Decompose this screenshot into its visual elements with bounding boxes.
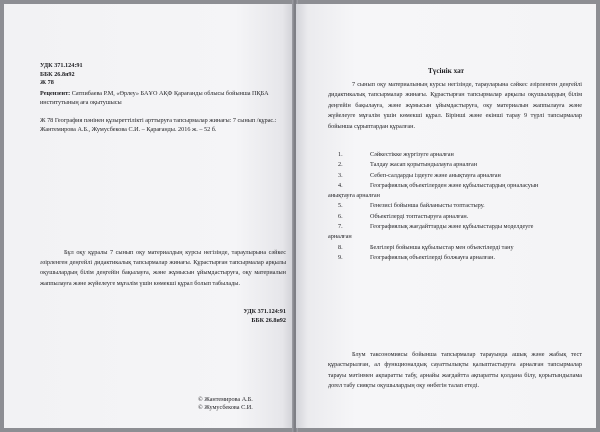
copyright-line: © Жантемирова А.Б. [198,396,253,403]
list-item-continuation [328,232,582,242]
item-text: Объектілерді топтастыруға арналған. [370,212,469,220]
list-item [328,212,582,222]
right-page [296,4,596,428]
copyright-line: © Жумусбекова С.И. [198,404,253,412]
item-text-continuation: арналған [328,233,352,241]
section-title: Түсінік хат [427,67,465,75]
reviewers-text: Сатпибаева Р.М, «Өрлеу» БАҰО АҚФ Қарағанды облысы бойынша ПҚБА институтының аға оқытушысы [40,90,269,106]
list-item [328,222,582,232]
list-item-continuation [328,191,582,201]
item-number: 8. [338,243,343,251]
bbk-code: ББК 26.8я92 [251,316,286,324]
item-text: Географиялық объектілерді болжауға арналған. [370,253,495,261]
list-item [328,150,582,160]
author-mark: Ж 78 [40,79,54,87]
reviewers [40,90,286,107]
item-number: 6. [338,212,343,220]
annotation-paragraph: Бұл оқу құралы 7 сынып оқу материалдың курсы негізінде, тараулырына сәйкес әзірленген деңгейлі дидактикалық тапсырмалар жинағы. Құрастырған тапсырмалар арқылы оқушылардың білім деңгейін бақылауға, және жұмысын ұйымдастыруға, оқу материалын жаппылауға және жүйелеуге мұғалім үшін көмекші құрал болып табылады. [40,249,286,287]
list-item [328,253,582,263]
item-text-continuation: анықтауға арналған [328,192,380,200]
item-number: 1. [338,151,343,158]
list-item [328,243,582,253]
list-item [328,171,582,181]
task-type-list [328,150,582,263]
list-item [328,201,582,211]
left-page [4,4,294,428]
copyright-block [198,396,253,413]
item-number: 3. [338,171,343,179]
intro-paragraph: 7 сынып оқу материалының курсы негізінде, тарауларына сәйкес әзірленген деңгейлі дидактикалық тапсырмалар жинағы. Құрастырған тапсырмалар арқылы оқушылардың білім деңгейін бақылауға, және жұмысын ұйымдастыруға, оқу материалын жаппылауға және жүйелеуге мұғалім үшін көмекші құрал. Бірінші және екінші тарау 9 түрлі тапсырмалар бойынша сұрыптардан құралған. [328,81,582,130]
udk-code: УДК 371.124:91 [243,308,286,315]
udk-block-top [40,62,83,88]
bbk-code: ББК 26.8я92 [40,70,75,78]
list-item [328,160,582,170]
item-number: 5. [338,202,343,210]
item-number: 4. [338,181,343,189]
item-number: 2. [338,161,343,169]
bibliographic-citation: Ж 78 География пәнінен құзыреттілікті арттыруға тапсырмалар жинағы: 7 сынып /құрас.: Жантемирова А.Б., Жумусбекова С.И. – Қарағанды. 2016 ж. – 52 б. [40,117,277,133]
udk-code: УДК 371.124:91 [40,62,83,69]
item-text: Генезисі бойынша байланысты топтастыру. [370,202,485,210]
item-text: Талдау жасап қорытындылауға арналған [370,161,478,169]
item-text: Белгілері бойынша құбылыстар мен объектілерді тану [370,243,514,251]
item-text: Сәйкестікке жүргізуге арналған [370,151,454,158]
item-text: Географиялық объектілерден және құбылыстардың орналасуын [370,181,539,189]
item-number: 9. [338,253,343,261]
item-number: 7. [338,223,343,231]
closing-paragraph: Блум таксономиясы бойынша тапсырмалар тарауында ашық және жабық тест құрастырылған, ал функционалдық сауаттылықты қалыптастыруға арналған тапсырмалар тарауы мәтінмен ақпаратты табу, арнайы жағдайтта ақпаратты қолдана білу, қорытындылама доrел табу сияқты оқушылардың оқу өнбегін талап етеді. [328,351,582,390]
item-text: Себеп-салдарды іздеуге және анықтауға арналған [370,171,501,179]
reviewers-label: Рецензент: [40,90,71,97]
udk-block-bottom [194,308,286,325]
item-text: Географиялық жағдайттарды және құбылыстарды моделдеуге [370,223,534,231]
list-item [328,181,582,191]
